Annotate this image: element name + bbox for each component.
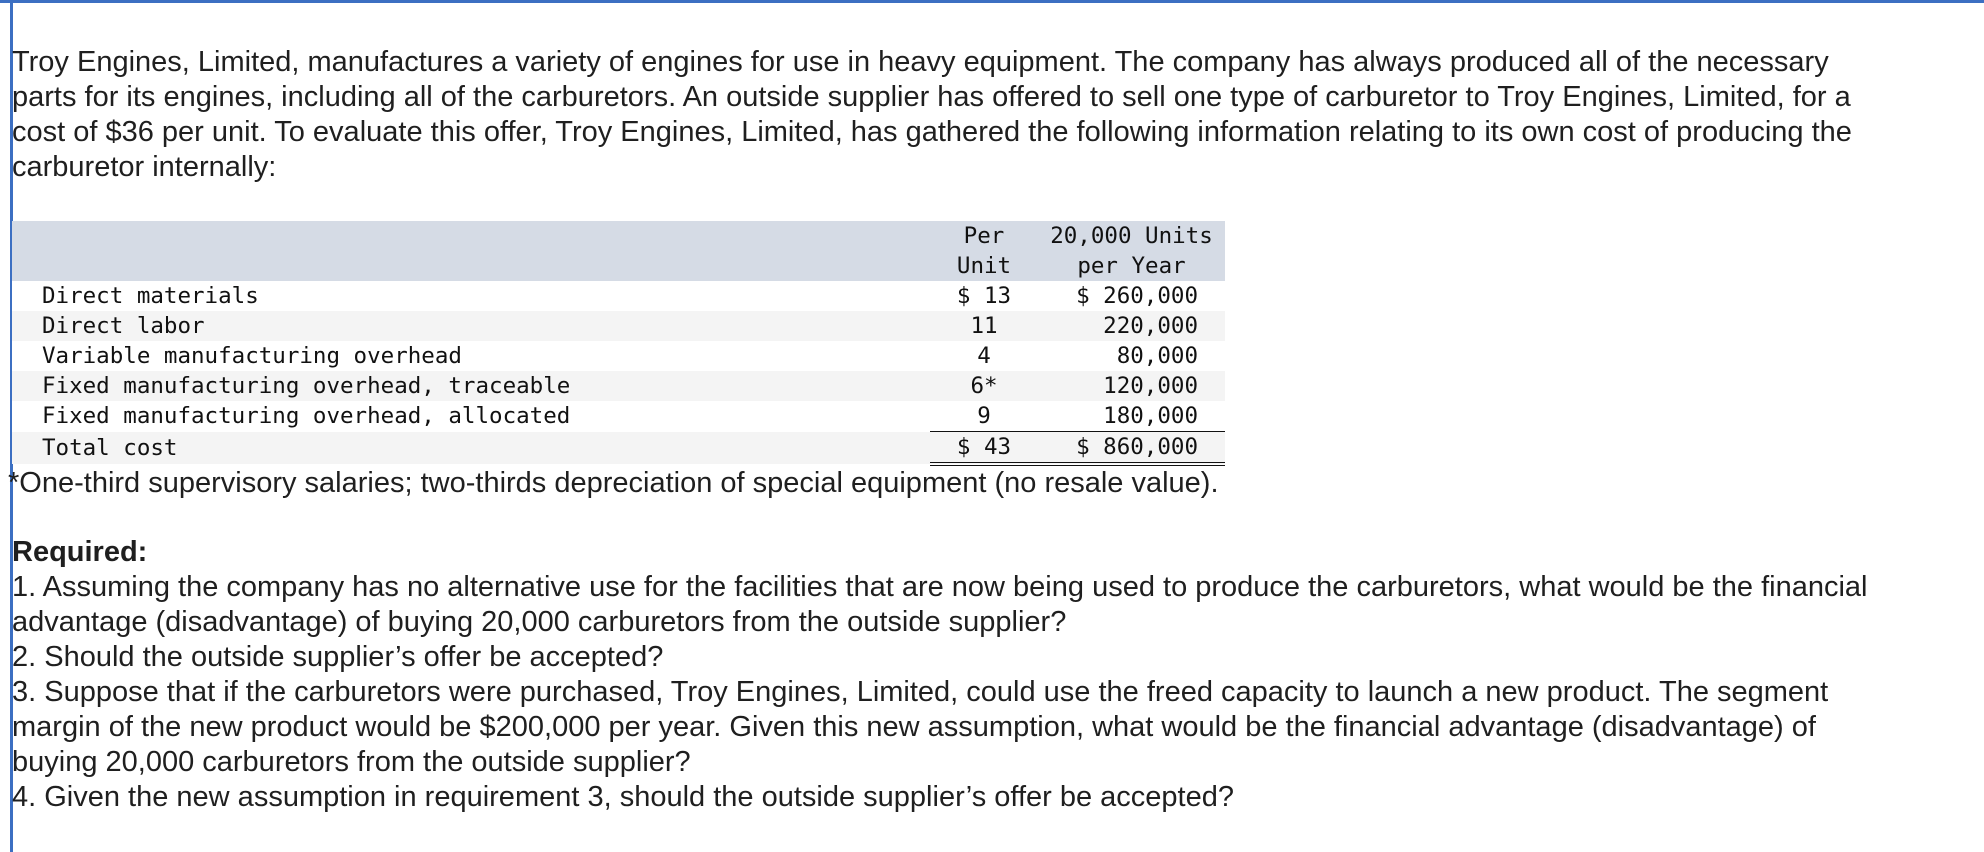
table-row [12, 401, 1225, 432]
table-row [12, 281, 1225, 311]
requirement-item: 1. Assuming the company has no alternative use for the facilities that are now being used to produce the carburetors, what would be the financial advantage (disadvantage) of buying 20,000 carburetors from the outside supplier? [12, 571, 1868, 638]
row-per-unit: 9 [930, 401, 1038, 432]
total-label: Total cost [42, 434, 178, 461]
row-per-year: 180,000 [1038, 401, 1225, 432]
requirement-item: 3. Suppose that if the carburetors were purchased, Troy Engines, Limited, could use the freed capacity to launch a new product. The segment margin of the new product would be $200,000 per year. Given this new assumption, what would be the financial advantage (disadvantage) of buying 20,000 carburetors from the outside supplier? [12, 676, 1829, 778]
header-per-unit: Per Unit [956, 223, 1012, 279]
row-per-year: 220,000 [1103, 313, 1198, 339]
row-per-unit: 4 [977, 343, 991, 369]
table-header-row [12, 221, 1225, 281]
row-label: Direct labor [42, 313, 205, 339]
row-per-unit: 6* [970, 373, 998, 399]
row-per-unit: $ 13 [956, 283, 1012, 309]
header-blank [12, 221, 930, 281]
problem-content [8, 45, 1912, 815]
table-row [12, 311, 1225, 341]
requirements-list [12, 570, 1912, 815]
row-per-year: $ 260,000 [1076, 283, 1198, 309]
problem-intro: Troy Engines, Limited, manufactures a variety of engines for use in heavy equipment. The company has always produced all of the necessary parts for its engines, including all of the carburetors. An outside supplier has offered to sell one type of carburetor to Troy Engines, Limited, for a cost of $36 per unit. To evaluate this offer, Troy Engines, Limited, has gathered the following information relating to its own cost of producing the carburetor internally: [12, 46, 1852, 183]
total-per-unit: $ 43 [930, 432, 1038, 465]
row-per-year: 120,000 [1103, 373, 1198, 399]
requirement-item: 2. Should the outside supplier’s offer be accepted? [12, 641, 664, 673]
table-row [12, 341, 1225, 371]
row-label: Direct materials [42, 283, 259, 309]
table-row [12, 371, 1225, 401]
required-heading: Required: [12, 536, 148, 568]
table-footnote: *One-third supervisory salaries; two-thirds depreciation of special equipment (no resale value). [8, 467, 1219, 499]
row-label: Fixed manufacturing overhead, allocated [42, 403, 571, 430]
total-row [12, 432, 1225, 465]
header-per-year: 20,000 Units per Year [1050, 223, 1213, 279]
panel-top-border [0, 0, 1984, 3]
row-per-unit: 11 [970, 313, 998, 339]
row-label: Fixed manufacturing overhead, traceable [42, 373, 571, 399]
cost-table [12, 221, 1225, 466]
row-per-year: 80,000 [1116, 343, 1198, 369]
requirement-item: 4. Given the new assumption in requirement 3, should the outside supplier’s offer be accepted? [12, 781, 1234, 813]
row-label: Variable manufacturing overhead [42, 343, 462, 369]
total-per-year: $ 860,000 [1038, 432, 1225, 465]
